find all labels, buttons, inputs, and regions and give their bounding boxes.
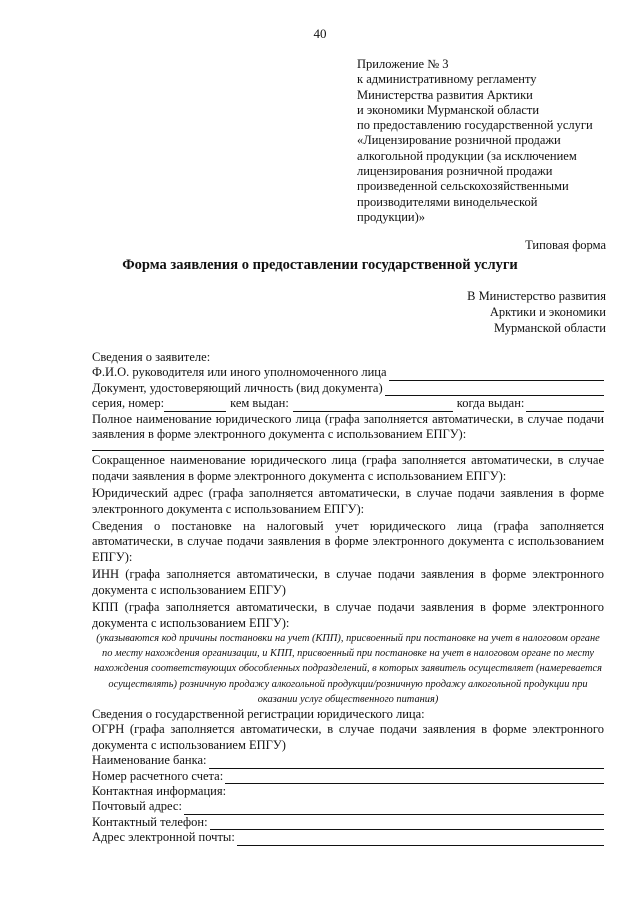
head-name-label: Ф.И.О. руководителя или иного уполномоченного лица	[92, 365, 387, 380]
account-label: Номер расчетного счета:	[92, 768, 224, 783]
addressee-line: Арктики и экономики	[489, 305, 606, 319]
annex-line: «Лицензирование розничной продажи	[357, 133, 561, 148]
page-number: 40	[313, 26, 327, 41]
postal-label: Почтовый адрес:	[92, 799, 182, 814]
bank-row	[92, 753, 604, 768]
addressee-line: В Министерство развития	[467, 289, 606, 303]
head-name-row	[92, 365, 604, 380]
kpp-note: (указываются код причины постановки на учет (КПП), присвоенный при постановке на учет в налоговом органе по месту нахождения организации, и КПП, присвоенный при постановке на учет в налоговом органе по месту нахождения соответствующих обособленных подразделений, в которых заявитель осуществляет (намеревается осуществлять) розничную продажу алкогольной продукции/розничную продажу алкогольной продукции при оказании услуг общественного питания)	[94, 632, 602, 705]
bank-label: Наименование банка:	[92, 753, 207, 768]
applicant-info-heading: Сведения о заявителе:	[92, 350, 211, 364]
id-doc-label: Документ, удостоверяющий личность (вид документа)	[92, 380, 383, 395]
postal-field[interactable]	[184, 802, 604, 815]
phone-label: Контактный телефон:	[92, 814, 208, 829]
annex-line: Министерства развития Арктики	[357, 87, 533, 102]
postal-row	[92, 799, 604, 814]
ogrn-label: ОГРН (графа заполняется автоматически, в случае подачи заявления в форме электронного документа с использованием ЕПГУ)	[92, 722, 604, 752]
contact-heading: Контактная информация:	[92, 783, 227, 798]
phone-field[interactable]	[210, 817, 604, 830]
addressee	[386, 288, 606, 336]
annex-line: по предоставлению государственной услуги	[357, 118, 593, 133]
state-reg-heading: Сведения о государственной регистрации юридического лица:	[92, 706, 425, 721]
issued-by-field[interactable]	[293, 399, 453, 412]
series-field[interactable]	[164, 399, 226, 412]
addressee-line: Мурманской области	[493, 321, 606, 335]
annex-line: лицензирования розничной продажи	[357, 164, 553, 179]
annex-line: к административному регламенту	[357, 72, 537, 87]
form-type-label: Типовая форма	[525, 238, 606, 252]
inn-label: ИНН (графа заполняется автоматически, в случае подачи заявления в форме электронного документа с использованием ЕПГУ)	[92, 567, 604, 597]
annex-line: алкогольной продукции (за исключением	[357, 148, 577, 163]
series-label: серия, номер:	[92, 396, 165, 411]
issued-by-label: кем выдан:	[230, 396, 289, 411]
phone-row	[92, 815, 604, 830]
legal-address-label: Юридический адрес (графа заполняется автоматически, в случае подачи заявления в форме электронного документа с использованием ЕПГУ):	[92, 486, 604, 516]
short-name-label: Сокращенное наименование юридического лица (графа заполняется автоматически, в случае подачи заявления в форме электронного документа с использованием ЕПГУ):	[92, 453, 604, 483]
doc-details-row	[92, 396, 604, 411]
head-name-field[interactable]	[389, 368, 604, 381]
email-label: Адрес электронной почты:	[92, 830, 235, 845]
annex-line: продукции)»	[357, 209, 425, 224]
issued-when-field[interactable]	[526, 399, 604, 412]
tax-reg-label: Сведения о постановке на налоговый учет юридического лица (графа заполняется автоматически, в случае подачи заявления в форме электронного документа с использованием ЕПГУ):	[92, 519, 604, 564]
annex-line: и экономики Мурманской области	[357, 102, 540, 117]
email-row	[92, 830, 604, 845]
bank-field[interactable]	[209, 756, 604, 769]
full-name-field[interactable]	[92, 442, 604, 451]
annex-line: производителями винодельческой	[357, 194, 538, 209]
application-form	[92, 350, 604, 846]
id-doc-field[interactable]	[385, 383, 604, 396]
page-title: Форма заявления о предоставлении государственной услуги	[122, 257, 518, 273]
account-field[interactable]	[225, 771, 604, 784]
id-doc-row	[92, 381, 604, 396]
issued-when-label: когда выдан:	[456, 396, 525, 411]
account-row	[92, 769, 604, 784]
email-field[interactable]	[237, 833, 604, 846]
kpp-label: КПП (графа заполняется автоматически, в случае подачи заявления в форме электронного документа с использованием ЕПГУ):	[92, 600, 604, 630]
annex-line: Приложение № 3	[357, 57, 449, 71]
annex-line: произведенной сельскохозяйственными	[357, 179, 569, 194]
annex-header	[357, 57, 617, 225]
full-name-label: Полное наименование юридического лица (графа заполняется автоматически, в случае подачи заявления в форме электронного документа с использованием ЕПГУ):	[92, 411, 604, 442]
